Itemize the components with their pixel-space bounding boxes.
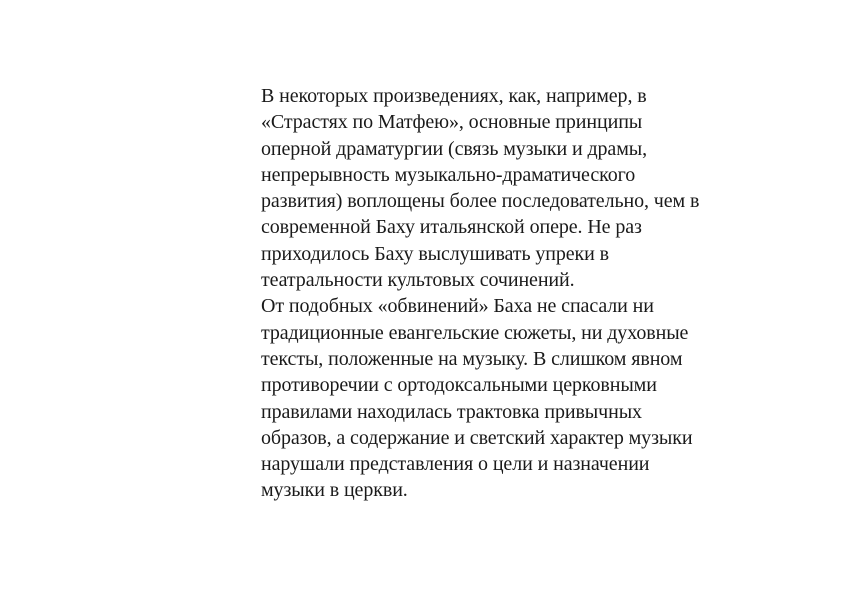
text-line: От подобных «обвинений» Баха не спасали ни xyxy=(261,295,654,318)
text-line: образов, а содержание и светский характер музыки xyxy=(261,426,693,449)
text-line: современной Баху итальянской опере. Не раз xyxy=(261,216,642,239)
text-line: оперной драматургии (связь музыки и драмы, xyxy=(261,137,648,160)
text-line: традиционные евангельские сюжеты, ни духовные xyxy=(261,321,689,344)
text-line: приходилось Баху выслушивать упреки в xyxy=(261,242,610,265)
text-line: театральности культовых сочинений. xyxy=(261,269,575,292)
text-line: правилами находилась трактовка привычных xyxy=(261,400,642,423)
text-line: развития) воплощены более последовательно, чем в xyxy=(261,190,700,213)
text-line: «Страстях по Матфею», основные принципы xyxy=(261,111,643,134)
text-line: музыки в церкви. xyxy=(261,479,408,502)
text-line: нарушали представления о цели и назначении xyxy=(261,453,650,476)
text-line: непрерывность музыкально-драматического xyxy=(261,163,636,186)
document-text-block xyxy=(261,83,821,504)
text-line: тексты, положенные на музыку. В слишком явном xyxy=(261,347,683,370)
text-line: В некоторых произведениях, как, например, в xyxy=(261,85,647,107)
text-line: противоречии с ортодоксальными церковными xyxy=(261,374,657,397)
